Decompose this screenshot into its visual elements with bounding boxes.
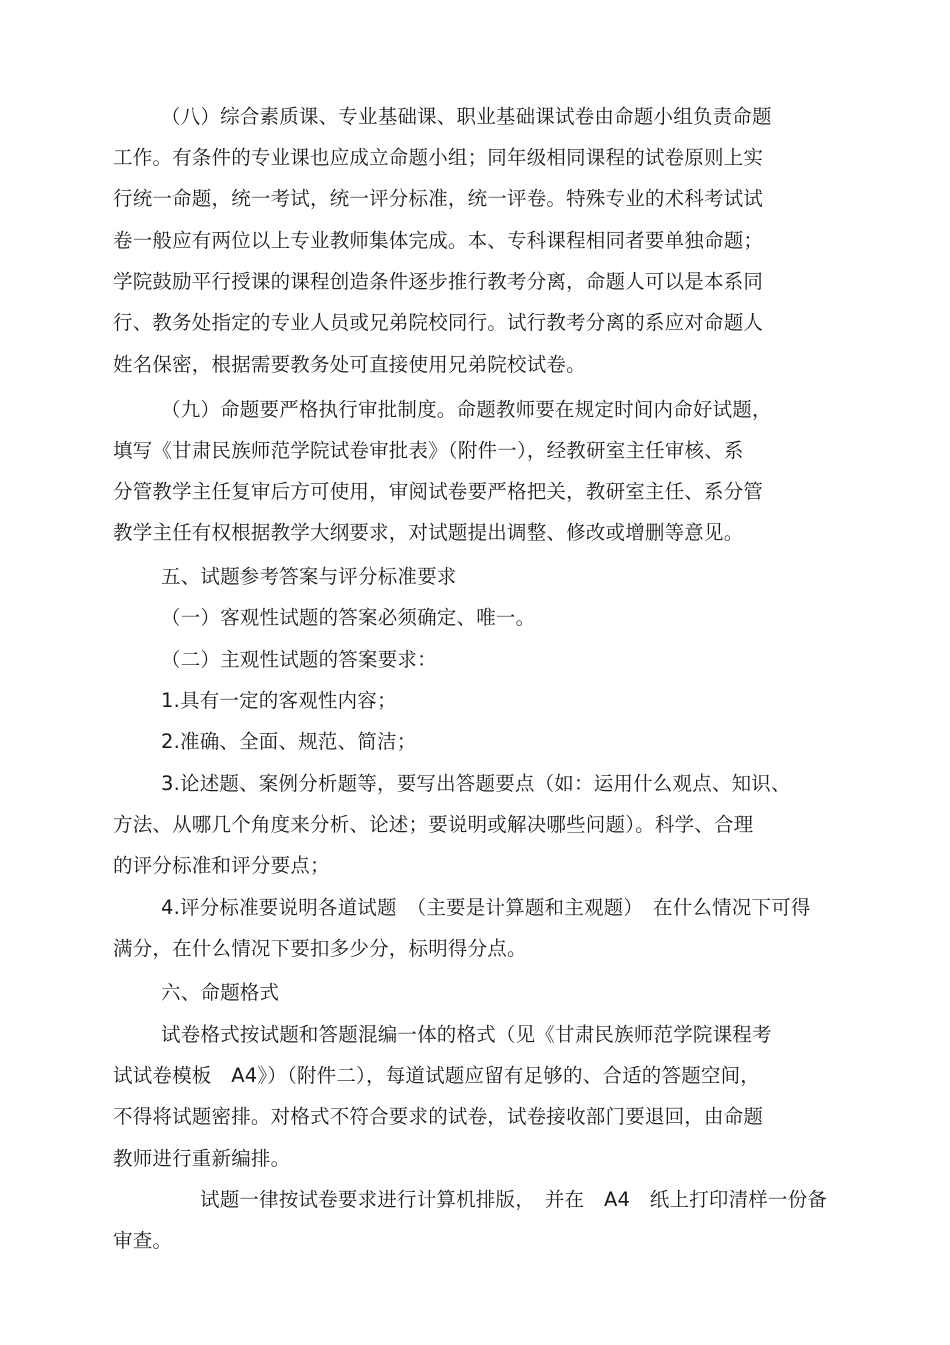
text-line: 行、教务处指定的专业人员或兄弟院校同行。试行教考分离的系应对命题人 [113,311,764,334]
text-line: （八）综合素质课、专业基础课、职业基础课试卷由命题小组负责命题 [161,105,772,128]
section-heading: 六、命题格式 [161,981,280,1004]
text-line: 审查。 [113,1229,173,1252]
text-line: 不得将试题密排。对格式不符合要求的试卷，试卷接收部门要退回，由命题 [113,1105,764,1128]
text-line: （一）客观性试题的答案必须确定、唯一。 [161,606,536,629]
text-line: 卷一般应有两位以上专业教师集体完成。本、专科课程相同者要单独命题； [113,229,764,252]
text-line: （九）命题要严格执行审批制度。命题教师要在规定时间内命好试题， [161,398,772,421]
text-line: 工作。有条件的专业课也应成立命题小组；同年级相同课程的试卷原则上实 [113,146,764,169]
text-line: 的评分标准和评分要点； [113,854,330,877]
text-line: 填写《甘肃民族师范学院试卷审批表》（附件一），经教研室主任审核、系 [113,439,744,462]
text-line: （二）主观性试题的答案要求： [161,648,437,671]
text-line: 学院鼓励平行授课的课程创造条件逐步推行教考分离，命题人可以是本系同 [113,270,764,293]
text-line: 教学主任有权根据教学大纲要求，对试题提出调整、修改或增删等意见。 [113,521,744,544]
list-item: 1.具有一定的客观性内容； [161,689,397,712]
text-line: 分管教学主任复审后方可使用，审阅试卷要严格把关，教研室主任、系分管 [113,480,764,503]
text-line: 方法、从哪几个角度来分析、论述；要说明或解决哪些问题）。科学、合理 [113,813,754,836]
text-line: 试题一律按试卷要求进行计算机排版， 并在 A4 纸上打印清样一份备 [200,1188,828,1211]
list-item: 2.准确、全面、规范、简洁； [161,730,417,753]
text-line: 教师进行重新编排。 [113,1147,291,1170]
text-line: 试试卷模板 A4》）（附件二），每道试题应留有足够的、合适的答题空间， [113,1064,760,1087]
list-item: 4.评分标准要说明各道试题 （主要是计算题和主观题） 在什么情况下可得 [161,896,811,919]
section-heading: 五、试题参考答案与评分标准要求 [161,565,457,588]
text-line: 姓名保密，根据需要教务处可直接使用兄弟院校试卷。 [113,353,586,376]
text-line: 试卷格式按试题和答题混编一体的格式（见《甘肃民族师范学院课程考 [161,1023,772,1046]
text-line: 行统一命题，统一考试，统一评分标准，统一评卷。特殊专业的术科考试试 [113,187,764,210]
text-line: 满分，在什么情况下要扣多少分，标明得分点。 [113,937,527,960]
list-item: 3.论述题、案例分析题等，要写出答题要点（如：运用什么观点、知识、 [161,772,791,795]
